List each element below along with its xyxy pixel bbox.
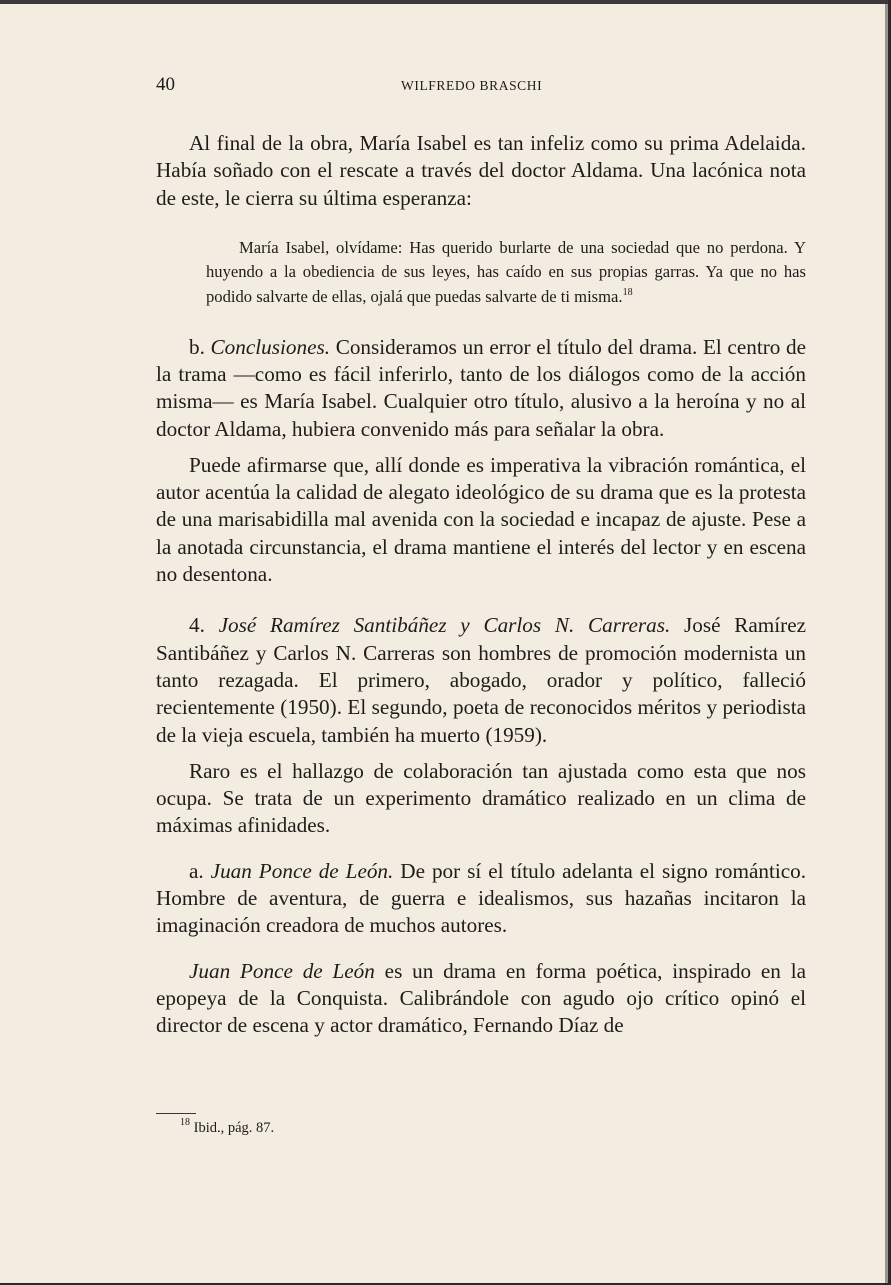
section-label-4: 4. [189, 613, 205, 638]
block-quote-text: María Isabel, olvídame: Has querido burlarte de una sociedad que no perdona. Y huyendo a la obediencia de sus leyes, has caído en sus propias garras. Ya que no has podido salvarte de ellas, ojalá que puedas salvarte de ti misma. [206, 237, 806, 307]
footnote-ref: 18 [622, 287, 633, 299]
paragraph-7 [156, 958, 806, 1040]
paragraph-3-text: Puede afirmarse que, allí donde es imperativa la vibración romántica, el autor acentúa la calidad de alegato ideológico de su drama que es la protesta de una marisabidilla mal avenida con la sociedad e incapaz de ajuste. Pese a la anotada circunstancia, el drama mantiene el interés del lector y en escena no desentona. [156, 452, 806, 587]
paragraph-section-4 [156, 612, 806, 748]
paragraph-7-text: es un drama en forma poética, inspirado en la epopeya de la Conquista. Calibrándole con agudo ojo crítico opinó el director de escena y actor dramático, Fernando Díaz de [156, 958, 806, 1038]
paragraph-5 [156, 758, 806, 840]
page-number: 40 [156, 74, 175, 95]
block-quote [206, 236, 806, 310]
paragraph-conclusiones-text: Consideramos un error el título del drama. El centro de la trama —como es fácil inferirlo, tanto de los diálogos como de la acción misma— es María Isabel. Cualquier otro título, alusivo a la heroína y no al doctor Aldama, hubiera convenido más para señalar la obra. [156, 334, 807, 441]
running-head: WILFREDO BRASCHI [401, 78, 543, 93]
footnote-text: Ibid., pág. 87. [193, 1120, 275, 1136]
paragraph-5-text: Raro es el hallazgo de colaboración tan ajustada como esta que nos ocupa. Se trata de un experimento dramático realizado en un clima de máximas afinidades. [156, 758, 806, 838]
paragraph-conclusiones [156, 334, 806, 443]
section-label-a: a. [189, 858, 204, 883]
body-text [156, 130, 806, 1040]
paragraph-1 [156, 130, 806, 212]
section-label-b: b. [189, 334, 205, 359]
section-title-conclusiones: Conclusiones. [210, 334, 331, 359]
work-title-juan-ponce: Juan Ponce de León [189, 958, 375, 983]
paragraph-3 [156, 452, 806, 588]
footnote-number: 18 [180, 1117, 190, 1128]
footnote-rule [156, 1113, 196, 1114]
paragraph-section-4-text: José Ramírez Santibáñez y Carlos N. Carreras son hombres de promoción modernista un tanto rezagada. El primero, abogado, orador y político, falleció recientemente (1950). El segundo, poeta de reconocidos méritos y periodista de la vieja escuela, también ha muerto (1959). [156, 613, 807, 747]
section-title-juan-ponce: Juan Ponce de León. [210, 858, 394, 883]
paragraph-1-text: Al final de la obra, María Isabel es tan infeliz como su prima Adelaida. Había soñado con el rescate a través del doctor Aldama. Una lacónica nota de este, le cierra su última esperanza: [156, 131, 806, 210]
paragraph-juan-ponce-text: De por sí el título adelanta el signo romántico. Hombre de aventura, de guerra e idealismos, sus hazañas incitaron la imaginación creadora de muchos autores. [156, 858, 807, 938]
paragraph-juan-ponce [156, 858, 806, 940]
footnote [180, 1117, 275, 1137]
section-title-4: José Ramírez Santibáñez y Carlos N. Carreras. [218, 613, 671, 638]
